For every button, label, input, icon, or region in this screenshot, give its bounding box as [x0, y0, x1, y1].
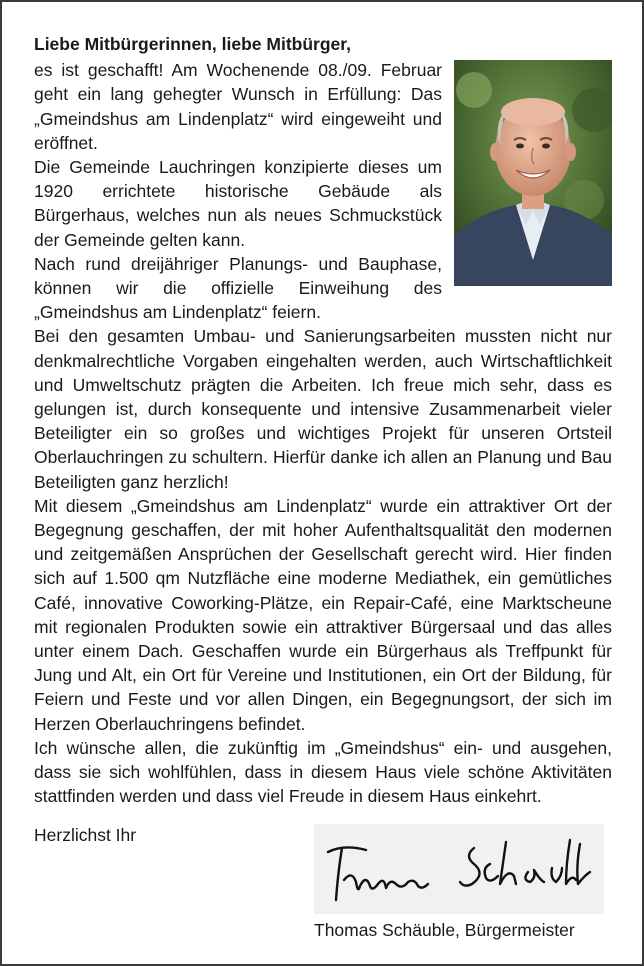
letter-paragraph: Mit diesem „Gmeindshus am Lindenplatz“ wurde ein attraktiver Ort der Begegnung geschaffen, der mit hoher Aufenthaltsqualität den modernen und zeitgemäßen Ansprüchen der Gesellschaft gerecht wird. Hier finden sich auf 1.500 qm Nutzfläche eine moderne Mediathek, ein gemütliches Café, innovative Coworking-Plätze, ein Repair-Café, eine Marktscheune mit regionalen Produkten sowie ein attraktiver Bürgersaal und das alles unter einem Dach. Geschaffen wurde ein Bürgerhaus als Treffpunkt für Jung und Alt, ein Ort für Vereine und Institutionen, ein Ort der Bildung, für Feiern und Feste und vor allen Dingen, ein Begegnungsort, der sich im Herzen Oberlauchringens befindet.: [34, 495, 612, 734]
letter-paragraph: Nach rund dreijähriger Planungs- und Bauphase, können wir die offizielle Einweihung des „Gmeindshus am Lindenplatz“ feiern.: [34, 253, 442, 323]
signature-block: [314, 824, 614, 948]
letter-paragraph: es ist geschafft! Am Wochenende 08./09. Februar geht ein lang gehegter Wunsch in Erfüllung: Das „Gmeindshus am Lindenplatz“ wird eingeweiht und eröffnet.: [34, 60, 442, 153]
letter-paragraph: Ich wünsche allen, die zukünftig im „Gmeindshus“ ein- und ausgehen, dass sie sich wohlfühlen, dass in diesem Haus viele schöne Aktivitäten stattfinden werden und dass viel Freude in diesem Haus einkehrt.: [34, 737, 612, 807]
signature-name: Thomas Schäuble, Bürgermeister: [314, 920, 575, 940]
letter-paragraph: Bei den gesamten Umbau- und Sanierungsarbeiten mussten nicht nur denkmalrechtliche Vorgaben eingehalten werden, auch Wirtschaftlichkeit und Umweltschutz prägten die Arbeiten. Ich freue mich sehr, dass es gelungen ist, durch konsequente und intensive Zusammenarbeit vieler Beteiligter ein so großes und wichtiges Projekt für unseren Ortsteil Oberlauchringen zu schultern. Hierfür danke ich allen an Planung und Bau Beteiligten ganz herzlich!: [34, 326, 612, 492]
letter-paragraph: Die Gemeinde Lauchringen konzipierte dieses um 1920 errichtete historische Gebäude als Bürgerhaus, welches nun als neues Schmuckstück der Gemeinde gelten kann.: [34, 157, 442, 250]
mayor-portrait-photo: [454, 60, 612, 286]
handwritten-signature: [314, 824, 604, 914]
portrait-illustration: [454, 60, 612, 286]
letter-greeting: Liebe Mitbürgerinnen, liebe Mitbürger,: [34, 34, 351, 54]
letter-body: [34, 32, 612, 847]
letter-closing: Herzlichst Ihr: [34, 824, 137, 845]
